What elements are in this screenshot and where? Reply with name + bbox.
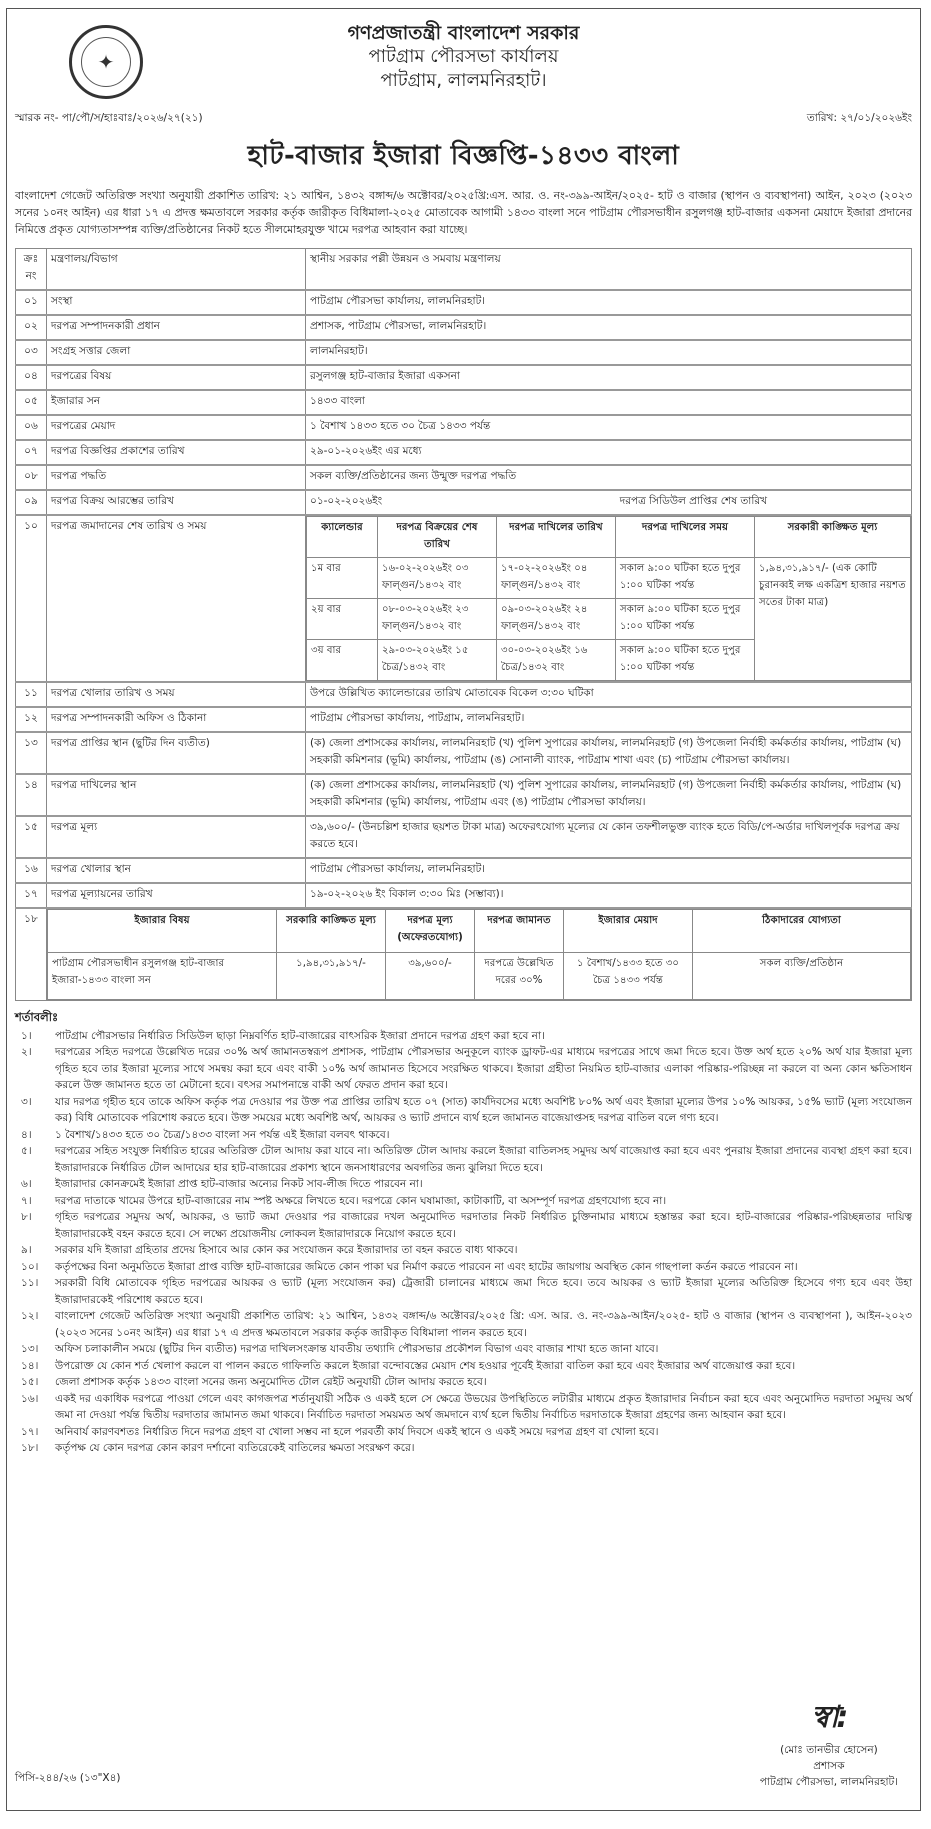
round-label: ১ম বার	[307, 558, 378, 599]
row-value: ১৪৩৩ বাংলা	[306, 390, 912, 415]
table-row	[16, 774, 912, 816]
lease-summary-table	[47, 909, 911, 1000]
row-number: ১৫	[16, 816, 47, 858]
row-number: ০১	[16, 290, 47, 315]
table-row-09	[16, 490, 912, 515]
office-place: পাটগ্রাম, লালমনিরহাট।	[380, 70, 547, 91]
table-header-row	[16, 249, 912, 291]
terms-title: শর্তাবলীঃ	[15, 1010, 59, 1024]
table-row	[16, 732, 912, 774]
term-text: সরকার যদি ইজারা গ্রহিতার প্রদেয় হিসাবে আর কোন কর সংযোজন করে ইজারাদার তা বহন করতে বাধ্য থাকবে।	[55, 1244, 518, 1256]
row-label: ইজারার সন	[47, 390, 306, 415]
table-row	[16, 340, 912, 365]
term-number: ৮।	[21, 1211, 32, 1223]
notice-intro: বাংলাদেশ গেজেট অতিরিক্ত সংখ্যা অনুযায়ী প্রকাশিত তারিখ: ২১ আশ্বিন, ১৪৩২ বঙ্গাব্দ/৬ অক্টোবর/২০২৫খ্রি:এস. আর. ও. নং-৩৯৯-আইন/২০২৫- হাট ও বাজার (স্থাপন ও ব্যবস্থাপনা) আইন, ২০২৩ (২০২৩ সনের ১০নং আইন) এর ধারা ১৭ এ প্রদত্ত ক্ষমতাবলে সরকার কর্তৃক জারীকৃত বিধিমালা-২০২৫ মোতাবেক আগামী ১৪৩৩ বাংলা সনে পাটগ্রাম পৌরসভাধীন রসুলগঞ্জ হাট-বাজার একসনা মেয়াদে ইজারা প্রদানের নিমিত্তে প্রকৃত যোগ্যতাসম্পন্ন ব্যক্তি/প্রতিষ্ঠানের নিকট হতে সীলমোহরযুক্ত খামে দরপত্র আহবান করা যাচ্ছে।	[15, 189, 912, 236]
row-label: দরপত্র জমাদানের শেষ তারিখ ও সময়	[47, 515, 306, 682]
table-row-18	[16, 908, 912, 1001]
calendar-round-row	[307, 558, 911, 599]
calendar-column-header: দরপত্র দাখিলের সময়	[616, 517, 755, 558]
lease-column-header: ইজারার বিষয়	[48, 910, 277, 953]
sale-end-date: ০৮-০৩-২০২৬ইং ২৩ ফাল্গুন/১৪৩২ বাং	[378, 599, 497, 640]
term-number: ৭।	[21, 1194, 32, 1207]
term-item	[15, 1209, 912, 1242]
lease-summary-cell	[47, 908, 912, 1001]
row-number: ০৫	[16, 390, 47, 415]
calendar-header-row	[307, 517, 911, 558]
term-text: যার দরপত্র গৃহীত হবে তাকে অফিস কর্তৃক পত্র দেওয়ার পর উক্ত পত্র প্রাপ্তির তারিখ হতে ০৭ (সাত) কার্যদিবসের মধ্যে অবশিষ্ট ৮০% অর্থ এবং ইজারা মূল্যের উপর ১০% আয়কর, ১৫% ভ্যাট (মূল্য সংযোজন কর) বিধি মোতাবেক পরিশোধ করতে হবে। উক্ত সময়ের মধ্যে অবশিষ্ট অর্থ, আয়কর ও ভ্যাট প্রদানে ব্যর্থ হলে জামানত বাজেয়াপ্তসহ দরপত্র বাতিল বলে গণ্য হবে।	[55, 1095, 912, 1124]
term-number: ১৫।	[21, 1376, 39, 1388]
row-value: প্রশাসক, পাটগ্রাম পৌরসভা, লালমনিরহাট।	[306, 315, 912, 340]
term-text: কর্তৃপক্ষের বিনা অনুমতিতে ইজারা প্রাপ্ত ব্যক্তি হাট-বাজারের জমিতে কোন পাকা ঘর নির্মাণ করতে পারবেন না এবং হাটের জায়গায় অবস্থিত কোন গাছপালা কর্তন করতে পারবেন না।	[55, 1260, 798, 1273]
row-value: উপরে উল্লিখিত ক্যালেন্ডারের তারিখ মোতাবেক বিকেল ৩:৩০ ঘটিকা	[306, 682, 912, 707]
table-row	[16, 440, 912, 465]
term-number: ৩।	[21, 1095, 32, 1108]
submission-time: সকাল ৯:০০ ঘটিকা হতে দুপুর ১:০০ ঘটিকা পর্যন্ত	[616, 640, 755, 681]
calendar-cell	[306, 515, 912, 682]
row-label: দরপত্র সম্পাদনকারী অফিস ও ঠিকানা	[47, 707, 306, 732]
lease-column-header: দরপত্র জামানত	[475, 910, 564, 953]
value-header: স্থানীয় সরকার পল্লী উন্নয়ন ও সমবায় মন্ত্রণালয়	[306, 249, 912, 291]
row-label: সংস্থা	[47, 290, 306, 315]
term-text: দরপত্রের সহিত দরপত্রে উল্লেখিত দরের ৩০% অর্থ জামানতস্বরূপ প্রশাসক, পাটগ্রাম পৌরসভার অনুকূলে ব্যাংক ড্রাফট-এর মাধ্যমে দরপত্রের সাথে জমা দিতে হবে। উক্ত অর্থ হতে ২০% অর্থ যার ইজারা মূল্য গৃহিত হবে তার ইজারা মূল্যের সাথে সমন্বয় করা হবে এবং বাকী ১০% অর্থ জামানত হিসেবে সংরক্ষিত থাকবে। ইজারা গ্রহীতা নিয়মিত হাট-বাজার এলাকা পরিষ্কার-পরিচ্ছন্ন না করলে বা অন্য কোন ক্ষতিসাধন করলে উক্ত জামানত হতে তা মেটানো হবে। বৎসর সমাপনান্তে বাকী অর্থ ফেরত প্রদান করা হবে।	[55, 1046, 912, 1091]
term-number: ১৮।	[21, 1442, 39, 1454]
government-name: গণপ্রজাতন্ত্রী বাংলাদেশ সরকার	[347, 22, 580, 44]
row-number: ১২	[16, 707, 47, 732]
row-label: দরপত্র সম্পাদনকারী প্রধান	[47, 315, 306, 340]
term-number: ১৪।	[21, 1359, 39, 1372]
term-item	[15, 1094, 912, 1127]
submission-date: ৩০-০৩-২০২৬ইং ১৬ চৈত্র/১৪৩২ বাং	[497, 640, 616, 681]
submission-time: সকাল ৯:০০ ঘটিকা হতে দুপুর ১:০০ ঘটিকা পর্যন্ত	[616, 599, 755, 640]
term-number: ১৩।	[21, 1343, 39, 1355]
table-row	[16, 465, 912, 490]
term-text: একই দর একাধিক দরপত্রে পাওয়া গেলে এবং কাগজপত্র শর্তানুযায়ী সঠিক ও একই হলে সে ক্ষেত্রে উভয়ের উপস্থিতিতে লটারীর মাধ্যমে প্রকৃত ইজারাদার নির্বাচন করা হবে এবং অনুমোদিত দরদাতা সমুদয় অর্থ জমা না দেওয়া পর্যন্ত দ্বিতীয় দরদাতার জামানত জমা থাকবে। নির্বাচিত দরদাতা সময়মত অর্থ জমদানে ব্যর্থ হলে দ্বিতীয় নির্বাচিত দরদাতাকে ইজারা গ্রহণের জন্য আহবান করা হবে।	[55, 1392, 912, 1421]
lease-value: সকল ব্যক্তি/প্রতিষ্ঠান	[693, 953, 911, 1000]
submission-date: ১৭-০২-২০২৬ইং ০৪ ফাল্গুন/১৪৩২ বাং	[497, 558, 616, 599]
term-text: উপরোক্ত যে কোন শর্ত খেলাপ করলে বা পালন করতে গাফিলতি করলে ইজারা বন্দোবস্তের মেয়াদ শেষ হওয়ার পূর্বেই ইজারা বাতিল করা হবে এবং ইজারার অর্থ বাজেয়াপ্ত করা হবে।	[55, 1359, 796, 1372]
lease-value: ১,৯৪,৩১,৯১৭/-	[277, 953, 386, 1000]
row-number: ০২	[16, 315, 47, 340]
row-label: দরপত্র বিক্রয় আরম্ভের তারিখ	[47, 490, 306, 515]
term-text: ইজারাদার কোনক্রমেই ইজারা প্রাপ্ত হাট-বাজার অন্যের নিকট সাব-লীজ দিতে পারবেন না।	[55, 1178, 423, 1190]
submission-time: সকাল ৯:০০ ঘটিকা হতে দুপুর ১:০০ ঘটিকা পর্যন্ত	[616, 558, 755, 599]
lease-column-header: ঠিকাদারের যোগ্যতা	[693, 910, 911, 953]
term-text: দরপত্র দাতাকে খামের উপরে হাট-বাজারের নাম স্পষ্ট অক্ষরে লিখতে হবে। দরপত্রে কোন ঘষামাজা, কাটাকাটি, বা অসম্পূর্ণ দরপত্র গ্রহণযোগ্য হবে না।	[55, 1194, 667, 1207]
row-number: ১১	[16, 682, 47, 707]
term-item	[15, 1127, 912, 1144]
row-value: রসুলগঞ্জ হাট-বাজার ইজারা একসনা	[306, 365, 912, 390]
row-number: ১৪	[16, 774, 47, 816]
term-number: ১।	[21, 1029, 32, 1042]
signatory-office: পাটগ্রাম পৌরসভা, লালমনিরহাট।	[759, 1776, 898, 1788]
row-label: দরপত্র মূল্য	[47, 816, 306, 858]
term-number: ৫।	[21, 1145, 32, 1157]
term-text: বাংলাদেশ গেজেট অতিরিক্ত সংখ্যা অনুযায়ী প্রকাশিত তারিখ: ২১ আশ্বিন, ১৪৩২ বঙ্গাব্দ/৬ অক্টোবর/২০২৫ খ্রি: এস. আর. ও. নং-৩৯৯-আইন/২০২৫- হাট ও বাজার (স্থাপন ও ব্যবস্থাপনা ), আইন-২০২৩ (২০২৩ সনের ১০নং আইন) এর ধারা ১৭ এ প্রদত্ত ক্ষমতাবলে সরকার কর্তৃক জারীকৃত বিধিমালা পালন করতে হবে।	[55, 1310, 912, 1339]
row-number: ১০	[16, 515, 47, 682]
table-row	[16, 415, 912, 440]
term-item	[15, 1440, 912, 1457]
calendar-column-header: ক্যালেন্ডার	[307, 517, 378, 558]
term-item	[15, 1193, 912, 1210]
memo-date: তারিখ: ২৭/০১/২০২৬ইং	[806, 112, 912, 124]
table-row	[16, 707, 912, 732]
row-label: দরপত্র মূল্যায়নের তারিখ	[47, 883, 306, 908]
submission-date: ০৯-০৩-২০২৬ইং ২৪ ফাল্গুন/১৪৩২ বাং	[497, 599, 616, 640]
term-text: অফিস চলাকালীন সময়ে (ছুটির দিন ব্যতীত) দরপত্র দাখিলসংক্রান্ত যাবতীয় তথ্যাদি পৌরসভার প্রকৌশল বিভাগ এবং বাজার শাখা হতে জানা যাবে।	[55, 1343, 659, 1355]
term-item	[15, 1424, 912, 1441]
tender-notice-document	[6, 8, 921, 1811]
table-row	[16, 315, 912, 340]
term-text: পাটগ্রাম পৌরসভার নির্ধারিত সিডিউল ছাড়া নিম্নবর্ণিত হাট-বাজারের বাৎসরিক ইজারা প্রদানে দরপত্র গ্রহণ করা হবে না।	[55, 1029, 545, 1042]
letterhead-text	[7, 21, 920, 93]
table-row	[16, 682, 912, 707]
row-value: ১৯-০২-২০২৬ ইং বিকাল ৩:৩০ মিঃ (সম্ভাব্য)।	[306, 883, 912, 908]
row-number: ১৭	[16, 883, 47, 908]
term-item	[15, 1028, 912, 1045]
row-value: পাটগ্রাম পৌরসভা কার্যালয়, পাটগ্রাম, লালমনিরহাট।	[306, 707, 912, 732]
row-value: পাটগ্রাম পৌরসভা কার্যালয়, লালমনিরহাট।	[306, 858, 912, 883]
row-value: লালমনিরহাট।	[306, 340, 912, 365]
term-number: ২।	[21, 1046, 32, 1058]
term-item	[15, 1176, 912, 1193]
term-number: ১৬।	[21, 1392, 39, 1405]
row-number: ০৯	[16, 490, 47, 515]
term-number: ৬।	[21, 1178, 32, 1190]
term-number: ৯।	[21, 1244, 32, 1256]
tender-calendar-table	[306, 516, 911, 681]
sale-start-date: ০১-০২-২০২৬ইং	[310, 495, 383, 507]
row-value: সকল ব্যক্তি/প্রতিষ্ঠানের জন্য উন্মুক্ত দরপত্র পদ্ধতি	[306, 465, 912, 490]
signatory-name: (মোঃ তানভীর হোসেন)	[780, 1744, 878, 1756]
term-text: অনিবার্য কারণবশতঃ নির্ধারিত দিনে দরপত্র গ্রহণ বা খোলা সম্ভব না হলে পরবর্তী কার্য দিবসে একই স্থানে ও একই সময়ে দরপত্র গ্রহণ বা খোলা হবে।	[55, 1425, 659, 1438]
lease-value: পাটগ্রাম পৌরসভাধীন রসুলগঞ্জ হাট-বাজার ইজারা-১৪৩৩ বাংলা সন	[48, 953, 277, 1000]
row-value: (ক) জেলা প্রশাসকের কার্যালয়, লালমনিরহাট (খ) পুলিশ সুপারের কার্যালয়, লালমনিরহাট (গ) উপজেলা নির্বাহী কর্মকর্তার কার্যালয়, পাটগ্রাম (ঘ) সহকারী কমিশনার (ভূমি) কার্যালয়, পাটগ্রাম (ঙ) সোনালী ব্যাংক, পাটগ্রাম শাখা এবং (চ) পাটগ্রাম পৌরসভা কার্যালয়।	[306, 732, 912, 774]
schedule-last-date-label: দরপত্র সিডিউল প্রাপ্তির শেষ তারিখ	[619, 495, 767, 507]
term-number: ১২।	[21, 1310, 39, 1322]
table-row	[16, 858, 912, 883]
term-item	[15, 1391, 912, 1424]
row-label: সংগ্রহ সত্তার জেলা	[47, 340, 306, 365]
table-row-10	[16, 515, 912, 682]
row-number: ০৭	[16, 440, 47, 465]
table-row	[16, 365, 912, 390]
sale-dates	[310, 494, 907, 511]
seal-emblem-icon: ✦	[81, 37, 131, 87]
row-number: ০৮	[16, 465, 47, 490]
term-text: দরপত্রের সহিত সংযুক্ত নির্ধারিত হারের অতিরিক্ত টোল আদায় করা যাবে না। অতিরিক্ত টোল আদায় করলে ইজারা বাতিলসহ সমুদয় অর্থ বাজেয়াপ্ত করা হবে এবং পুনরায় ইজারা প্রদানের ব্যবস্থা গ্রহণ করা হবে। ইজারাদারকে নির্ধারিত টোল আদায়ের হার হাট-বাজারের প্রকাশ্য স্থানে জনসাধারণের অবগতির জন্য ঝুলিয়া দিতে হবে।	[55, 1145, 912, 1174]
term-text: জেলা প্রশাসক কর্তৃক ১৪৩৩ বাংলা সনের জন্য অনুমোদিত টোল রেইট অনুযায়ী টোল আদায় করতে হবে।	[55, 1376, 487, 1388]
lease-column-header: ইজারার মেয়াদ	[564, 910, 693, 953]
row-label: দরপত্র খোলার তারিখ ও সময়	[47, 682, 306, 707]
term-number: ১৭।	[21, 1425, 39, 1438]
round-label: ২য় বার	[307, 599, 378, 640]
signatory-designation: প্রশাসক	[813, 1760, 845, 1772]
letterhead	[7, 9, 920, 129]
signature-block	[759, 1700, 898, 1790]
term-item	[15, 1275, 912, 1308]
calendar-column-header: সরকারী কাঙ্ক্ষিত মূল্য	[755, 517, 911, 558]
print-code: পিসি-২৪৪/২৬ (১৩"X৪)	[15, 1772, 121, 1784]
row-label: দরপত্র পদ্ধতি	[47, 465, 306, 490]
row-label: দরপত্র খোলার স্থান	[47, 858, 306, 883]
row-number: ১৬	[16, 858, 47, 883]
term-text: ১ বৈশাখ/১৪৩৩ হতে ৩০ চৈত্র/১৪৩৩ বাংলা সন পর্যন্ত এই ইজারা বলবৎ থাকবে।	[55, 1128, 390, 1141]
row-label: দরপত্রের মেয়াদ	[47, 415, 306, 440]
term-text: গৃহিত দরপত্রের সমুদয় অর্থ, আয়কর, ও ভ্যাট জমা দেওয়ার পর বাজারের দখল অনুমোদিত দরদাতার নিকট নির্ধারিত চুক্তিনামার মাধ্যমে হস্তান্তর করা হবে। হাট-বাজারের পরিষ্কার-পরিচ্ছন্নতার দায়িত্ব ইজারাদারকেই বহন করতে হবে। সে লক্ষ্যে প্রয়োজনীয় লোকবল ইজারাদারকে নিয়োগ করতে হবে।	[55, 1211, 912, 1240]
row-number: ০৩	[16, 340, 47, 365]
government-expected-price: ১,৯৪,৩১,৯১৭/- (এক কোটি চুরানব্বই লক্ষ একত্রিশ হাজার নয়শত সতের টাকা মাত্র)	[755, 558, 911, 681]
row-label: দরপত্র দাখিলের স্থান	[47, 774, 306, 816]
lease-column-header: সরকারি কাঙ্ক্ষিত মূল্য	[277, 910, 386, 953]
term-item	[15, 1242, 912, 1259]
row-value: ৩৯,৬০০/- (উনচল্লিশ হাজার ছয়শত টাকা মাত্র) অফেরৎযোগ্য মূল্যের যে কোন তফশীলভুক্ত ব্যাংক হতে বিডি/পে-অর্ডার দাখিলপূর্বক দরপত্র ক্রয় করতে হবে।	[306, 816, 912, 858]
term-item	[15, 1374, 912, 1391]
row-label: দরপত্র প্রাপ্তির স্থান (ছুটির দিন ব্যতীত)	[47, 732, 306, 774]
row-value: ১ বৈশাখ ১৪৩৩ হতে ৩০ চৈত্র ১৪৩৩ পর্যন্ত	[306, 415, 912, 440]
row-value	[306, 490, 912, 515]
label-header: মন্ত্রণালয়/বিভাগ	[47, 249, 306, 291]
lease-summary-values	[48, 953, 911, 1000]
term-text: কর্তৃপক্ষ যে কোন দরপত্র কোন কারণ দর্শানো ব্যতিরেকেই বাতিলের ক্ষমতা সংরক্ষণ করে।	[55, 1442, 415, 1454]
term-item	[15, 1341, 912, 1358]
row-value: পাটগ্রাম পৌরসভা কার্যালয়, লালমনিরহাট।	[306, 290, 912, 315]
term-item	[15, 1308, 912, 1341]
sale-end-date: ২৯-০৩-২০২৬ইং ১৫ চৈত্র/১৪৩২ বাং	[378, 640, 497, 681]
notice-title: হাট-বাজার ইজারা বিজ্ঞপ্তি-১৪৩৩ বাংলা	[247, 141, 680, 171]
term-item	[15, 1143, 912, 1176]
tender-details-table	[15, 248, 912, 1001]
term-item	[15, 1358, 912, 1375]
calendar-column-header: দরপত্র বিক্রয়ের শেষ তারিখ	[378, 517, 497, 558]
sl-header: ক্রঃ নং	[16, 249, 47, 291]
table-row	[16, 290, 912, 315]
memo-number: স্মারক নং- পা/পৌ/স/হাঃবাঃ/২০২৬/২৭(২১)	[15, 112, 203, 124]
term-number: ৪।	[21, 1128, 32, 1141]
lease-column-header: দরপত্র মূল্য (অফেরতযোগ্য)	[386, 910, 475, 953]
term-number: ১০।	[21, 1260, 39, 1273]
row-value: ২৯-০১-২০২৬ইং এর মধ্যে	[306, 440, 912, 465]
sale-end-date: ১৬-০২-২০২৬ইং ০৩ ফাল্গুন/১৪৩২ বাং	[378, 558, 497, 599]
round-label: ৩য় বার	[307, 640, 378, 681]
memo-row	[15, 111, 912, 128]
row-number: ০৪	[16, 365, 47, 390]
table-row	[16, 816, 912, 858]
row-label: দরপত্র বিজ্ঞপ্তির প্রকাশের তারিখ	[47, 440, 306, 465]
table-row	[16, 883, 912, 908]
lease-summary-header	[48, 910, 911, 953]
term-number: ১১।	[21, 1277, 39, 1289]
calendar-column-header: দরপত্র দাখিলের তারিখ	[497, 517, 616, 558]
row-number: ১৮	[16, 908, 47, 1001]
row-label: দরপত্রের বিষয়	[47, 365, 306, 390]
lease-value: ১ বৈশাখ/১৪৩৩ হতে ৩০ চৈত্র ১৪৩৩ পর্যন্ত	[564, 953, 693, 1000]
lease-value: দরপত্রে উল্লেখিত দরের ৩০%	[475, 953, 564, 1000]
term-text: সরকারী বিধি মোতাবেক গৃহিত দরপত্রের আয়কর ও ভ্যাট (মূল্য সংযোজন কর) ট্রেজারী চালানের মাধ্যমে জমা দিতে হবে। তবে আয়কর ও ভ্যাট ইজারা মূল্যের অতিরিক্ত হিসেবে গণ্য হবে এবং উহা ইজারাদারকেই পরিশোধ করতে হবে।	[55, 1277, 912, 1306]
row-number: ১৩	[16, 732, 47, 774]
office-name: পাটগ্রাম পৌরসভা কার্যালয়	[368, 46, 559, 67]
lease-value: ৩৯,৬০০/-	[386, 953, 475, 1000]
terms-list	[15, 1028, 912, 1457]
row-value: (ক) জেলা প্রশাসকের কার্যালয়, লালমনিরহাট (খ) পুলিশ সুপারের কার্যালয়, লালমনিরহাট (গ) উপজেলা নির্বাহী কর্মকর্তার কার্যালয়, পাটগ্রাম (ঘ) সহকারী কমিশনার (ভূমি) কার্যালয়, পাটগ্রাম এবং (ঙ) পাটগ্রাম পৌরসভা কার্যালয়।	[306, 774, 912, 816]
term-item	[15, 1259, 912, 1276]
terms-section	[7, 1001, 920, 1457]
term-item	[15, 1044, 912, 1094]
row-number: ০৬	[16, 415, 47, 440]
table-row	[16, 390, 912, 415]
signature-mark: স্বা:	[811, 1700, 847, 1735]
